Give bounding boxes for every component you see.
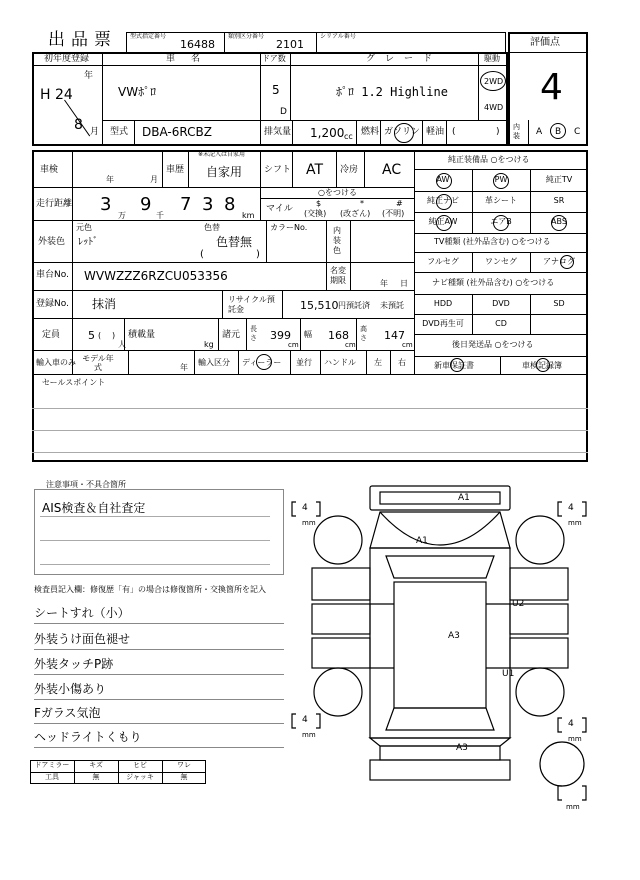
ac-label: 冷房 [340, 165, 359, 175]
usage-note: ※未記入は自家用 [198, 151, 246, 158]
model-year-label: モデル年式 [82, 354, 114, 372]
equipment-circle [436, 173, 452, 189]
tv-item: ワンセグ [485, 257, 517, 266]
spare-wheel [540, 742, 584, 786]
tv-analog-circle [560, 255, 574, 269]
chassis-label: 車台No. [36, 270, 69, 280]
wid-value: 168 [328, 329, 349, 342]
exchange-sym: $ [316, 199, 322, 208]
inspector-note: 検査員記入欄：修復歴「有」の場合は修復箇所・交換箇所を記入 [34, 585, 266, 594]
damage-label-0: A1 [458, 493, 470, 503]
later-item-0: 新車保証書 [434, 361, 474, 370]
model-value: DBA-6RCBZ [142, 125, 212, 139]
navi-item: CD [495, 319, 507, 328]
load-label: 積載量 [128, 330, 156, 340]
interior-b-circle [550, 123, 566, 139]
grade-label: グレード [366, 54, 443, 64]
equipment-circle [551, 215, 567, 231]
hgt-label: 高さ [360, 325, 367, 342]
ac-value: AC [382, 162, 402, 178]
color-no-label: カラーNo. [270, 223, 308, 232]
capacity-label: 定員 [42, 330, 61, 340]
note-line: 外装うけ面色褪せ [34, 630, 284, 650]
len-cm: cm [288, 341, 299, 349]
displacement-value: 1,200 [310, 126, 345, 140]
parts-value: ジャッキ [126, 773, 154, 781]
car-diagram [290, 478, 600, 808]
equipment-item: 純正TV [545, 175, 573, 184]
handle-right: 右 [398, 358, 406, 367]
type-no: 16488 [180, 38, 215, 51]
recycle-unit: 円預託済 [338, 301, 370, 310]
color-orig-label: 元色 [76, 223, 92, 232]
note-line: Fガラス気泡 [34, 704, 284, 724]
equipment-item: 純正AW [428, 217, 458, 226]
parts-header: ヒビ [133, 761, 147, 769]
color-paren: ( [200, 249, 204, 260]
dealer-label: ディーラー [242, 358, 282, 367]
fuel-circle [394, 123, 414, 143]
interior-b: B [555, 127, 562, 137]
mark-note: ○をつける [318, 188, 357, 197]
parts-table-col [162, 760, 163, 784]
wheel-rear-right [516, 668, 564, 716]
parts-value: 無 [92, 773, 100, 781]
month-unit: 月 [90, 127, 100, 137]
drive-label: 駆動 [484, 54, 500, 63]
capacity-value: 5 [88, 329, 95, 342]
ais-note: AIS検査＆自社査定 [42, 501, 146, 515]
equipment-circle [493, 215, 509, 231]
tamper-sym: * [360, 199, 364, 208]
not-deposited: 未預託 [380, 301, 404, 310]
dealer-circle [256, 354, 272, 370]
chassis-value: WVWZZZ6RZCU053356 [84, 269, 228, 283]
drive-2wd: 2WD [484, 77, 504, 86]
equipment-item: 純正ナビ [427, 196, 459, 205]
tire-fr: 4 [568, 503, 574, 513]
handle-label: ハンドル [324, 358, 356, 367]
navi-item: HDD [433, 299, 453, 308]
recycle-value: 15,510 [300, 299, 339, 312]
mileage-digit: 7 [180, 194, 192, 215]
parts-value: 工具 [45, 773, 59, 781]
doors-label: ドア数 [262, 54, 286, 63]
equipment-item: SR [553, 196, 565, 205]
fuel-value: ガソリン [384, 127, 421, 137]
score-value: 4 [540, 67, 563, 108]
notes-title: 注意事項・不具合箇所 [46, 480, 126, 489]
tv-item: フルセグ [427, 257, 459, 266]
wheel-rear-left [314, 668, 362, 716]
dims-label: 諸元 [222, 330, 241, 340]
tire-rl: 4 [302, 715, 308, 725]
later-item-0-circle [450, 358, 464, 372]
usage-value: 自家用 [206, 165, 243, 179]
capacity-paren-close: ) [112, 331, 116, 340]
car-name-label: 車名 [166, 54, 217, 64]
drive-2wd-circle [480, 71, 506, 91]
paren-close: ) [496, 127, 500, 137]
color-label: 外装色 [38, 237, 66, 247]
reg-label: 登録No. [36, 299, 69, 309]
mileage-digit: 3 [202, 194, 214, 215]
paren-open: ( [452, 127, 456, 137]
note-line: シートすれ（小） [34, 604, 284, 624]
score-label: 評価点 [530, 37, 560, 48]
parts-header: キズ [89, 761, 103, 769]
doors-value: 5 [272, 83, 280, 97]
interior-label: 内装 [513, 123, 520, 140]
serial-label: シリアル番号 [320, 33, 356, 40]
import-type-label: 輸入区分 [198, 358, 230, 367]
inspection-label: 車検 [40, 165, 59, 175]
equipment-circle [436, 194, 452, 210]
capacity-unit: 人 [118, 340, 126, 349]
model-year-unit: 年 [180, 363, 188, 372]
capacity-paren: ( [98, 331, 102, 340]
navi-item: DVD [492, 299, 510, 308]
mileage-label: 走行距離 [36, 199, 73, 209]
tire-fl-mm: mm [302, 519, 316, 527]
parts-table-col [74, 760, 75, 784]
tire-fl: 4 [302, 503, 308, 513]
tamper-label: (改ざん) [340, 209, 371, 218]
hgt-cm: cm [402, 341, 413, 349]
interior-a: A [536, 127, 543, 137]
grade-value: ﾎﾟﾛ 1.2 Highline [336, 85, 448, 99]
equipment-item: 革シート [485, 196, 517, 205]
wheel-front-left [314, 516, 362, 564]
parts-header: ワレ [177, 761, 191, 769]
equipment-item: PW [494, 175, 508, 184]
genuine-title: 純正装備品 ○をつける [448, 155, 530, 164]
color-orig-value: ﾚｯﾄﾞ [78, 237, 98, 248]
navi-item: DVD再生可 [422, 319, 464, 328]
note-line: 外装タッチP跡 [34, 655, 284, 675]
damage-label-3: A3 [448, 631, 460, 641]
displacement-label: 排気量 [264, 127, 292, 137]
damage-label-5: A3 [456, 743, 468, 753]
recycle-label: リサイクル預託金 [228, 295, 275, 314]
later-item-1: 車検記録簿 [522, 361, 562, 370]
displacement-unit: cc [344, 132, 353, 141]
type-no-label: 型式指定番号 [130, 33, 167, 40]
wid-cm: cm [345, 341, 356, 349]
interior-c: C [574, 127, 581, 137]
damage-label-4: U1 [502, 669, 515, 679]
doors-suffix: D [280, 107, 287, 117]
shift-value: AT [306, 162, 324, 178]
inspection-year-unit: 年 [106, 175, 114, 184]
equipment-circle [436, 215, 452, 231]
year-unit: 年 [84, 71, 94, 81]
tire-rr-mm: mm [568, 735, 582, 743]
equipment-item: ABS [551, 217, 567, 226]
tv-title: TV種類 (社外品含む) ○をつける [434, 237, 551, 246]
tire-rl-mm: mm [302, 731, 316, 739]
light-oil-label: 軽油 [426, 127, 445, 137]
len-label: 長さ [250, 325, 257, 342]
mileage-man: 万 [118, 211, 126, 220]
nc-year: 年 [380, 279, 388, 288]
drive-4wd: 4WD [484, 103, 504, 112]
parallel-label: 並行 [296, 358, 312, 367]
mileage-digit: 3 [100, 194, 112, 215]
selling-points-label: セールスポイント [42, 378, 106, 387]
note-line: ヘッドライトくもり [34, 728, 284, 748]
navi-item: SD [553, 299, 565, 308]
color-change-label: 色替 [204, 223, 220, 232]
later-title: 後日発送品 ○をつける [452, 340, 534, 349]
usage-label: 車歴 [166, 165, 185, 175]
mileage-km: km [242, 211, 255, 220]
page-title: 出品票 [48, 30, 117, 50]
equipment-item: AW [436, 175, 450, 184]
note-line: 外装小傷あり [34, 680, 284, 700]
unknown-sym: # [396, 199, 403, 208]
len-value: 399 [270, 329, 291, 342]
spare-mm: mm [566, 803, 580, 811]
category-label: 類別区分番号 [228, 33, 265, 40]
navi-title: ナビ種類 (社外品含む) ○をつける [432, 278, 555, 287]
interior-color-label: 内装色 [333, 226, 341, 255]
hgt-value: 147 [384, 329, 405, 342]
equipment-item: エアB [490, 217, 512, 226]
equipment-circle [493, 173, 509, 189]
mileage-sen: 千 [156, 211, 164, 220]
parts-table-col [118, 760, 119, 784]
reg-month: 8 [74, 117, 83, 133]
handle-left: 左 [374, 358, 382, 367]
reg-era: H 24 [40, 87, 73, 103]
category-no: 2101 [276, 38, 304, 51]
wid-label: 幅 [304, 330, 312, 339]
mile-label: マイル [266, 204, 293, 214]
unknown-label: (不明) [382, 209, 405, 218]
mileage-digit: 8 [224, 194, 236, 215]
load-kg: kg [204, 340, 214, 349]
car-name: VWﾎﾟﾛ [118, 85, 157, 99]
shift-label: シフト [264, 165, 292, 175]
damage-label-2: U2 [512, 599, 525, 609]
wheel-front-right [516, 516, 564, 564]
model-label: 型式 [110, 127, 129, 137]
inspection-month-unit: 月 [150, 175, 158, 184]
nc-month: 日 [400, 279, 408, 288]
color-change-value: 色替無 [216, 235, 253, 249]
exchange-label: (交換) [304, 209, 327, 218]
later-item-1-circle [536, 358, 550, 372]
import-label: 輸入車のみ [36, 358, 76, 367]
tv-item: アナログ [543, 257, 575, 266]
reg-value: 抹消 [92, 297, 117, 311]
tire-rr: 4 [568, 719, 574, 729]
reg-year-label: 初年度登録 [44, 54, 90, 64]
name-change-label: 名変期限 [330, 266, 346, 285]
fuel-label: 燃料 [361, 127, 380, 137]
parts-header: ドアミラー [34, 761, 70, 769]
damage-label-1: A1 [416, 536, 428, 546]
color-paren-close: ) [256, 249, 260, 260]
tire-fr-mm: mm [568, 519, 582, 527]
parts-value: 無 [180, 773, 188, 781]
mileage-digit: 9 [140, 194, 152, 215]
